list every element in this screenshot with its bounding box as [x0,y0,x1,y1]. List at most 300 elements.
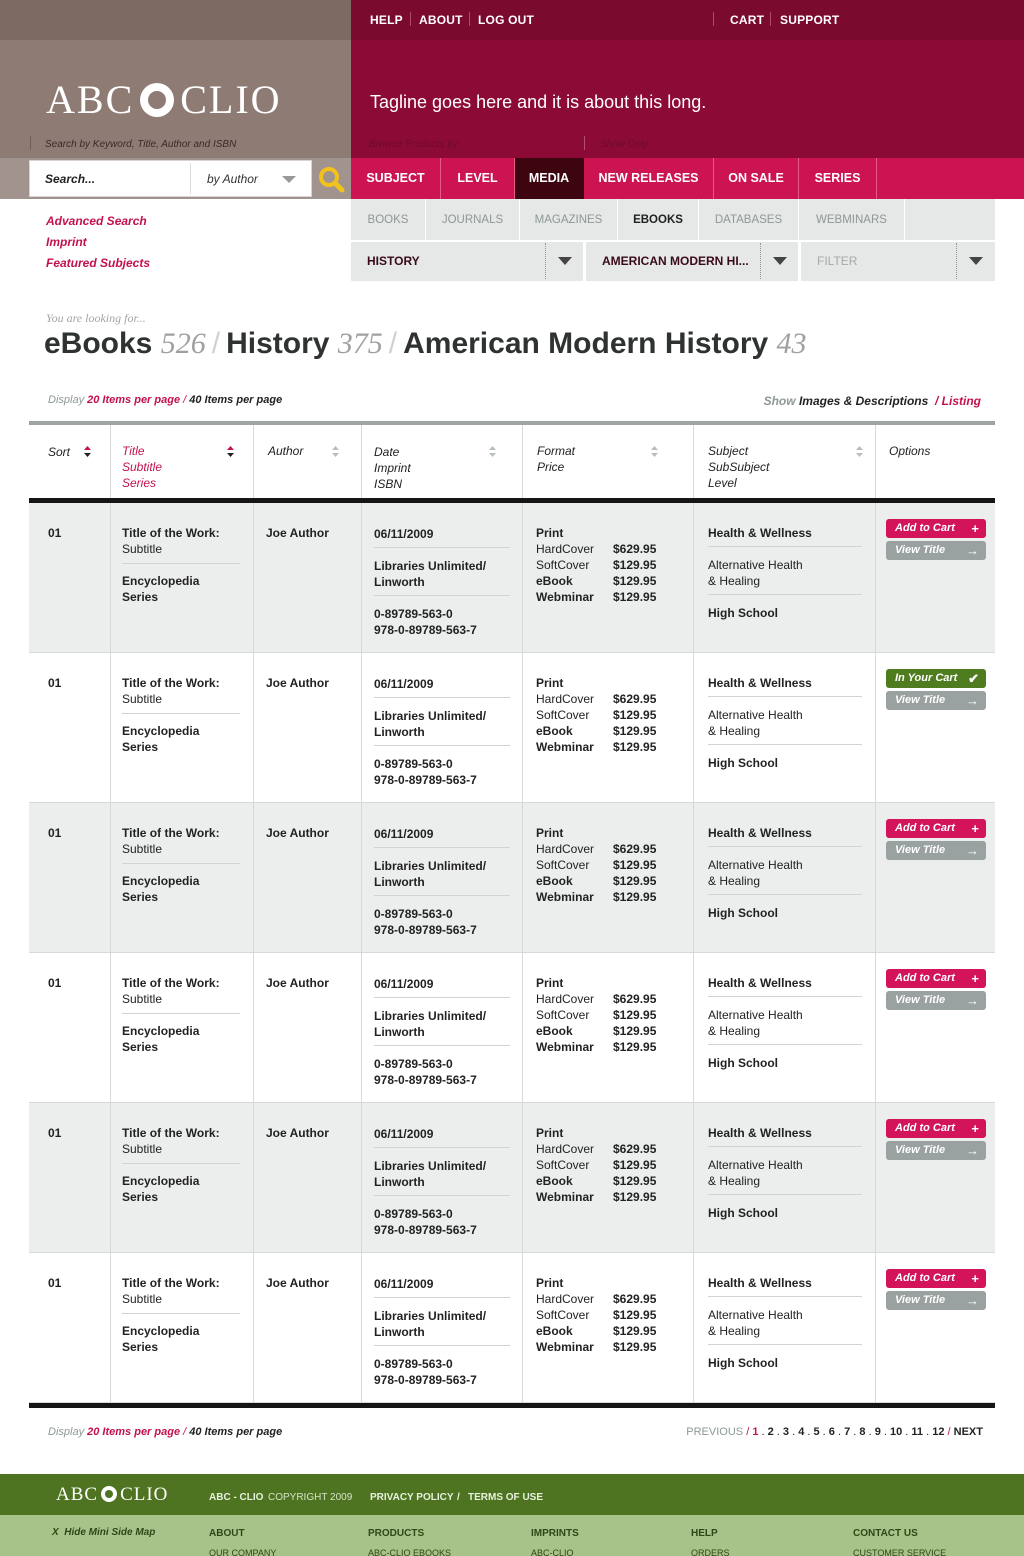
row-imprint: Libraries Unlimited/ [374,1159,487,1173]
row-format-ebook: eBook [536,1324,573,1338]
row-imprint: Linworth [374,875,425,889]
subject-filter-select[interactable]: HISTORY [367,254,420,268]
plus-icon: + [971,821,979,836]
images-descriptions-option[interactable]: Images & Descriptions [798,394,929,408]
cell-divider [374,1195,510,1196]
row-imprint: Libraries Unlimited/ [374,559,487,573]
sitemap-help-link[interactable]: ORDERS [691,1548,730,1556]
logo-mark-icon [140,83,174,117]
cell-divider [122,1313,240,1314]
row-format-softcover: SoftCover [536,1158,590,1172]
page-link-4[interactable]: 4 [798,1426,805,1438]
cell-divider [374,595,510,596]
column-divider [693,953,694,1103]
display-20-option[interactable]: 20 Items per page [87,1426,181,1438]
row-sort-number: 01 [48,676,62,690]
row-subsubject[interactable]: Alternative Health [708,1308,803,1322]
date-column-header[interactable] [361,425,522,498]
row-series[interactable]: Series [122,740,159,754]
column-divider [253,803,254,953]
sitemap-contact-title[interactable]: CONTACT US [853,1528,918,1539]
subnav-databases[interactable]: DATABASES [699,199,799,240]
row-format-heading: Print [536,826,564,840]
subnav-books[interactable]: BOOKS [351,199,426,240]
chevron-down-icon[interactable] [773,257,787,265]
row-format-heading: Print [536,976,564,990]
show-only-hint: Show Only [600,139,649,150]
row-format-softcover: SoftCover [536,708,590,722]
page-dot-separator: . [789,1426,799,1438]
chevron-down-icon[interactable] [558,257,572,265]
row-price: $129.95 [613,1308,657,1322]
row-format-webminar: Webminar [536,890,594,904]
in-your-cart-button[interactable] [886,669,986,688]
sort-arrows-icon[interactable] [856,446,863,457]
page-link-5[interactable]: 5 [813,1426,820,1438]
row-subsubject[interactable]: & Healing [708,1024,761,1038]
page-dot-separator: . [804,1426,814,1438]
nav-item-subject[interactable]: SUBJECT [351,158,441,199]
cart-button-label: Add to Cart [895,822,955,834]
add-to-cart-button[interactable] [886,519,986,538]
tagline: Tagline goes here and it is about this long. [370,92,707,112]
cell-divider [122,1013,240,1014]
sitemap-imprints-link[interactable]: ABC-CLIO [531,1548,574,1556]
row-format-ebook: eBook [536,1024,573,1038]
header-price: Price [537,460,565,474]
view-mode-separator: / [934,394,939,408]
page-link-11[interactable]: 11 [911,1426,924,1438]
row-format-hardcover: HardCover [536,542,595,556]
row-format-softcover: SoftCover [536,1008,590,1022]
row-price: $129.95 [613,1158,657,1172]
row-author[interactable]: Joe Author [266,526,329,540]
close-icon: X [52,1527,59,1538]
column-divider [875,503,876,653]
row-series[interactable]: Series [122,890,159,904]
row-subtitle: Subtitle [122,842,163,856]
support-link[interactable]: SUPPORT [780,13,840,27]
row-format-ebook: eBook [536,1174,573,1188]
add-to-cart-button[interactable] [886,1269,986,1288]
sort-arrows-icon[interactable] [84,446,91,457]
row-level: High School [708,1356,778,1370]
row-price: $629.95 [613,992,657,1006]
row-subject[interactable]: Health & Wellness [708,526,812,540]
row-series[interactable]: Encyclopedia [122,574,200,588]
plus-icon: + [971,971,979,986]
header-left-topbar [0,0,351,40]
browse-hint: Browse Products by [369,139,458,150]
filter-separator [956,243,957,279]
row-isbn13: 978-0-89789-563-7 [374,923,477,937]
cell-divider [122,713,240,714]
table-row [29,803,995,953]
cell-divider [374,697,510,698]
row-title[interactable]: Title of the Work: [122,1276,220,1290]
view-button-label: View Title [895,694,946,706]
row-series[interactable]: Encyclopedia [122,1324,200,1338]
row-imprint: Linworth [374,725,425,739]
row-subtitle: Subtitle [122,542,163,556]
header-subtitle: Subtitle [122,460,163,474]
column-divider [693,803,694,953]
row-author[interactable]: Joe Author [266,1276,329,1290]
row-isbn13: 978-0-89789-563-7 [374,623,477,637]
sort-arrows-icon[interactable] [489,446,496,457]
cart-button-label: Add to Cart [895,1272,955,1284]
row-price: $129.95 [613,740,657,754]
sitemap-imprints-title[interactable]: IMPRINTS [531,1528,579,1539]
top-separator [469,12,470,26]
row-imprint: Linworth [374,1175,425,1189]
page-dot-separator: . [850,1426,860,1438]
cell-divider [374,997,510,998]
row-title[interactable]: Title of the Work: [122,676,220,690]
cell-divider [708,846,862,847]
cell-divider [122,1163,240,1164]
column-divider [875,653,876,803]
view-title-button[interactable] [886,991,986,1010]
crumb-history[interactable]: History [226,327,330,360]
display-label: Display [48,394,85,406]
row-date: 06/11/2009 [374,1277,434,1291]
row-format-webminar: Webminar [536,1040,594,1054]
column-divider [361,1103,362,1253]
cell-divider [122,863,240,864]
row-subject[interactable]: Health & Wellness [708,826,812,840]
cell-divider [374,1147,510,1148]
row-series[interactable]: Series [122,1340,159,1354]
add-to-cart-button[interactable] [886,819,986,838]
column-divider [361,803,362,953]
page-dot-separator: . [902,1426,912,1438]
row-series[interactable]: Encyclopedia [122,1024,200,1038]
subnav-webminars[interactable]: WEBMINARS [799,199,905,240]
row-date: 06/11/2009 [374,1127,434,1141]
row-isbn13: 978-0-89789-563-7 [374,1223,477,1237]
row-isbn10: 0-89789-563-0 [374,907,453,921]
footer-company: ABC - CLIO [209,1492,264,1503]
page-link-6[interactable]: 6 [828,1426,835,1438]
row-format-softcover: SoftCover [536,1308,590,1322]
check-icon: ✔ [968,671,979,686]
view-mode-toggle [764,394,981,408]
sitemap-about-title[interactable]: ABOUT [209,1528,245,1539]
title-column-header[interactable] [110,425,253,498]
cell-divider [708,546,862,547]
row-subsubject[interactable]: Alternative Health [708,558,803,572]
row-imprint: Linworth [374,575,425,589]
row-author[interactable]: Joe Author [266,676,329,690]
row-subsubject[interactable]: & Healing [708,874,761,888]
row-format-heading: Print [536,1126,564,1140]
cell-divider [708,1344,862,1345]
row-date: 06/11/2009 [374,977,434,991]
sort-arrows-icon[interactable] [651,446,658,457]
column-divider [110,1253,111,1403]
display-per-page-bottom [48,1426,282,1438]
crumb-count: 43 [776,327,807,360]
table-row [29,1253,995,1403]
row-author[interactable]: Joe Author [266,826,329,840]
row-series[interactable]: Encyclopedia [122,1174,200,1188]
page-link-7[interactable]: 7 [844,1426,851,1438]
pagination [686,1426,983,1438]
pagination-separator: / [746,1426,753,1438]
page-link-9[interactable]: 9 [874,1426,881,1438]
row-subtitle: Subtitle [122,1142,163,1156]
column-divider [253,1253,254,1403]
subject-column-header[interactable] [693,425,875,498]
column-divider [361,953,362,1103]
logout-link[interactable]: LOG OUT [478,13,535,27]
page-link-8[interactable]: 8 [859,1426,866,1438]
cell-divider [374,1045,510,1046]
view-button-label: View Title [895,544,946,556]
page-link-3[interactable]: 3 [782,1426,790,1438]
hint-divider [584,136,585,150]
arrow-right-icon: → [966,693,979,708]
row-series[interactable]: Series [122,590,159,604]
arrow-right-icon: → [966,1293,979,1308]
top-separator [713,12,714,26]
header-subject: Subject [708,444,749,458]
previous-page-link[interactable]: PREVIOUS [686,1426,744,1438]
row-price: $129.95 [613,1040,657,1054]
header-isbn: ISBN [374,477,403,491]
row-subsubject[interactable]: Alternative Health [708,858,803,872]
column-divider [693,653,694,803]
view-title-button[interactable] [886,1141,986,1160]
crumb-american-modern-history[interactable]: American Modern History [403,327,769,360]
hide-sitemap-label: Hide Mini Side Map [64,1527,156,1538]
chevron-down-icon[interactable] [969,257,983,265]
row-title[interactable]: Title of the Work: [122,1126,220,1140]
row-imprint: Libraries Unlimited/ [374,859,487,873]
table-row [29,653,995,803]
terms-of-use-link[interactable]: TERMS OF USE [468,1492,544,1503]
row-date: 06/11/2009 [374,677,434,691]
sort-arrows-icon[interactable] [227,446,234,457]
display-40-option[interactable]: 40 Items per page [189,1426,283,1438]
author-column-header[interactable] [253,425,361,498]
sitemap-contact-link[interactable]: CUSTOMER SERVICE [853,1548,947,1556]
row-subsubject[interactable]: & Healing [708,574,761,588]
row-price: $129.95 [613,1340,657,1354]
arrow-right-icon: → [966,543,979,558]
hide-sitemap-toggle[interactable] [52,1527,155,1538]
nav-item-new-releases[interactable]: NEW RELEASES [584,158,714,199]
view-title-button[interactable] [886,541,986,560]
row-date: 06/11/2009 [374,827,434,841]
row-author[interactable]: Joe Author [266,976,329,990]
row-price: $129.95 [613,724,657,738]
row-series[interactable]: Encyclopedia [122,724,200,738]
add-to-cart-button[interactable] [886,1119,986,1138]
column-divider [875,953,876,1103]
cell-divider [708,594,862,595]
row-author[interactable]: Joe Author [266,1126,329,1140]
header-imprint: Imprint [374,461,411,475]
row-format-webminar: Webminar [536,590,594,604]
privacy-policy-link[interactable]: PRIVACY POLICY [370,1492,454,1503]
header-author: Author [268,444,304,458]
filter-select[interactable]: FILTER [817,254,858,268]
next-page-link[interactable]: NEXT [953,1426,983,1438]
row-format-softcover: SoftCover [536,858,590,872]
row-subject[interactable]: Health & Wellness [708,1126,812,1140]
row-title[interactable]: Title of the Work: [122,976,220,990]
row-price: $129.95 [613,1024,657,1038]
row-price: $129.95 [613,1008,657,1022]
subnav-ebooks[interactable]: EBOOKS [618,199,699,240]
nav-item-on-sale[interactable]: ON SALE [714,158,799,199]
row-subsubject[interactable]: Alternative Health [708,1158,803,1172]
sitemap-about-link[interactable]: OUR COMPANY [209,1548,277,1556]
column-divider [253,1103,254,1253]
featured-subjects-link[interactable]: Featured Subjects [46,256,151,270]
column-divider [522,1103,523,1253]
crumb-ebooks[interactable]: eBooks [44,327,153,360]
show-label: Show [763,394,796,408]
row-price: $129.95 [613,890,657,904]
cell-divider [374,1345,510,1346]
cart-button-label: In Your Cart [895,672,958,684]
arrow-right-icon: → [966,993,979,1008]
row-subtitle: Subtitle [122,692,163,706]
cart-button-label: Add to Cart [895,972,955,984]
column-divider [110,953,111,1103]
nav-item-series[interactable]: SERIES [799,158,877,199]
add-to-cart-button[interactable] [886,969,986,988]
row-subject[interactable]: Health & Wellness [708,1276,812,1290]
footer-logo[interactable]: ABC CLIO [56,1484,169,1505]
search-input[interactable] [30,161,190,196]
row-subsubject[interactable]: & Healing [708,1174,761,1188]
row-subsubject[interactable]: Alternative Health [708,1008,803,1022]
row-subtitle: Subtitle [122,1292,163,1306]
options-column-header [875,425,995,498]
row-price: $629.95 [613,1142,657,1156]
header-format: Format [537,444,576,458]
sitemap-products-title[interactable]: PRODUCTS [368,1528,425,1539]
page-link-12[interactable]: 12 [932,1426,945,1438]
search-icon[interactable] [316,164,346,194]
subnav-magazines[interactable]: MAGAZINES [520,199,618,240]
row-format-ebook: eBook [536,574,573,588]
row-format-hardcover: HardCover [536,842,595,856]
row-title[interactable]: Title of the Work: [122,526,220,540]
row-isbn10: 0-89789-563-0 [374,1057,453,1071]
imprint-link[interactable]: Imprint [46,235,87,249]
row-imprint: Linworth [374,1025,425,1039]
row-subsubject[interactable]: & Healing [708,1324,761,1338]
display-per-page [48,394,282,406]
row-level: High School [708,606,778,620]
format-column-header[interactable] [522,425,693,498]
cell-divider [708,744,862,745]
cell-divider [708,1146,862,1147]
sort-arrows-icon[interactable] [332,446,339,457]
sitemap-products-link[interactable]: ABC-CLIO EBOOKS [368,1548,452,1556]
column-divider [693,1253,694,1403]
column-divider [361,1253,362,1403]
page-dot-separator: . [834,1426,845,1438]
sort-header[interactable]: Sort [48,445,71,459]
crumb-separator: / [388,327,398,360]
view-title-button[interactable] [886,691,986,710]
hint-divider [30,136,31,150]
page-link-2[interactable]: 2 [767,1426,774,1438]
page-link-10[interactable]: 10 [889,1426,903,1438]
cell-divider [374,1297,510,1298]
row-subsubject[interactable]: Alternative Health [708,708,803,722]
subsubject-filter-select[interactable]: AMERICAN MODERN HI... [602,254,749,268]
advanced-search-link[interactable]: Advanced Search [46,214,147,228]
nav-item-media[interactable]: MEDIA [515,158,584,199]
sitemap-help-title[interactable]: HELP [691,1528,718,1539]
column-divider [693,503,694,653]
table-row [29,1103,995,1253]
view-title-button[interactable] [886,1291,986,1310]
row-isbn13: 978-0-89789-563-7 [374,773,477,787]
nav-item-level[interactable]: LEVEL [441,158,515,199]
header-subsubject: SubSubject [708,460,770,474]
table-bottom-rule [29,1403,995,1408]
display-20-option[interactable]: 20 Items per page [87,394,181,406]
column-divider [522,653,523,803]
page-dot-separator: . [758,1426,768,1438]
view-button-label: View Title [895,844,946,856]
display-label: Display [48,1426,85,1438]
subnav-journals[interactable]: JOURNALS [426,199,520,240]
footer-separator: / [457,1492,460,1503]
row-imprint: Libraries Unlimited/ [374,709,487,723]
cell-divider [122,563,240,564]
cart-link[interactable]: CART [730,13,765,27]
row-price: $629.95 [613,692,657,706]
header-options: Options [889,444,931,458]
pagination-separator: / [947,1426,954,1438]
row-series[interactable]: Encyclopedia [122,874,200,888]
row-series[interactable]: Series [122,1190,159,1204]
column-divider [522,803,523,953]
chevron-down-icon[interactable] [282,176,296,183]
listing-option[interactable]: Listing [941,394,981,408]
abc-clio-logo[interactable]: ABC CLIO [46,77,282,122]
help-link[interactable]: HELP [370,13,403,27]
row-format-heading: Print [536,526,564,540]
about-link[interactable]: ABOUT [419,13,463,27]
column-divider [253,953,254,1103]
view-title-button[interactable] [886,841,986,860]
row-subject[interactable]: Health & Wellness [708,976,812,990]
page-dot-separator: . [773,1426,783,1438]
row-subsubject[interactable]: & Healing [708,724,761,738]
display-40-option[interactable]: 40 Items per page [189,394,283,406]
row-title[interactable]: Title of the Work: [122,826,220,840]
page-link-1[interactable]: 1 [752,1426,759,1438]
cell-divider [708,996,862,997]
cell-divider [374,745,510,746]
row-series[interactable]: Series [122,1040,159,1054]
row-format-heading: Print [536,1276,564,1290]
row-subject[interactable]: Health & Wellness [708,676,812,690]
cell-divider [708,1194,862,1195]
search-by-select[interactable]: by Author [207,172,258,186]
column-divider [693,1103,694,1253]
